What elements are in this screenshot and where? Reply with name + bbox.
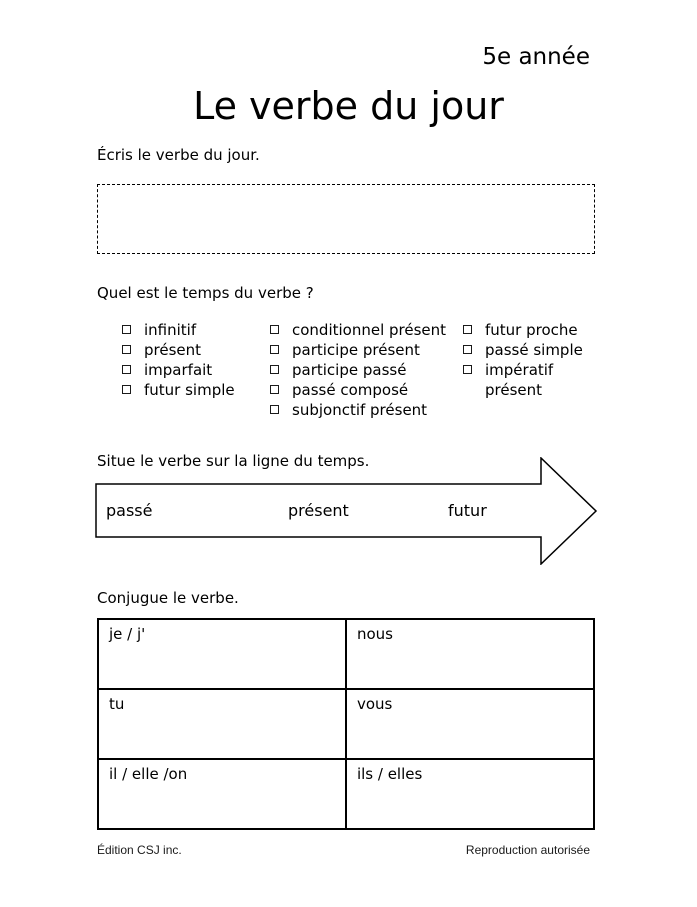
checkbox-icon[interactable] — [270, 365, 279, 374]
checkbox-icon[interactable] — [463, 365, 472, 374]
tense-option-imperatif-present — [463, 360, 598, 400]
tense-option-present — [122, 340, 257, 360]
tense-option-passe-simple — [463, 340, 598, 360]
pronoun-label: vous — [356, 695, 393, 713]
tense-option-label: passé simple — [485, 341, 583, 359]
conjugation-cell-tu[interactable] — [98, 689, 346, 759]
tense-option-futur-proche — [463, 320, 598, 340]
footer-publisher: Édition CSJ inc. — [97, 843, 182, 857]
conjugation-cell-ils-elles[interactable] — [346, 759, 594, 829]
conjugation-table — [97, 618, 595, 830]
verb-input-box[interactable] — [97, 184, 595, 254]
checkbox-icon[interactable] — [270, 405, 279, 414]
tense-option-label: subjonctif présent — [292, 401, 428, 419]
timeline-area[interactable] — [95, 457, 598, 565]
grade-label: 5e année — [482, 44, 590, 70]
conjugation-cell-vous[interactable] — [346, 689, 594, 759]
conjugation-cell-je[interactable] — [98, 619, 346, 689]
tense-option-subjonctif-present — [270, 400, 455, 420]
checkbox-icon[interactable] — [463, 345, 472, 354]
tense-option-passe-compose — [270, 380, 455, 400]
timeline-label: Situe le verbe sur la ligne du temps. — [97, 452, 370, 470]
tense-option-label: futur proche — [485, 321, 578, 339]
checkbox-icon[interactable] — [122, 385, 131, 394]
tense-column-3 — [463, 320, 598, 400]
conjugation-cell-nous[interactable] — [346, 619, 594, 689]
tense-option-imparfait — [122, 360, 257, 380]
tense-option-label: imparfait — [144, 361, 213, 379]
pronoun-label: il / elle /on — [109, 765, 188, 783]
tense-option-participe-passe — [270, 360, 455, 380]
table-row — [98, 759, 594, 829]
tense-option-label: présent — [144, 341, 202, 359]
timeline-marker-passe: passé — [106, 501, 153, 520]
write-verb-label: Écris le verbe du jour. — [97, 146, 260, 164]
tense-option-label: participe passé — [292, 361, 407, 379]
conjugate-label: Conjugue le verbe. — [97, 589, 239, 607]
page-title: Le verbe du jour — [193, 84, 504, 128]
checkbox-icon[interactable] — [122, 325, 131, 334]
tense-option-label: infinitif — [144, 321, 197, 339]
checkbox-icon[interactable] — [270, 325, 279, 334]
table-row — [98, 619, 594, 689]
pronoun-label: tu — [109, 695, 125, 713]
tense-option-label: impératif présent — [485, 361, 554, 399]
tense-option-conditionnel-present — [270, 320, 455, 340]
tense-column-1 — [122, 320, 257, 400]
pronoun-label: ils / elles — [356, 765, 423, 783]
tense-option-infinitif — [122, 320, 257, 340]
checkbox-icon[interactable] — [270, 345, 279, 354]
tense-column-2 — [270, 320, 455, 420]
pronoun-label: je / j' — [109, 625, 146, 643]
timeline-marker-present: présent — [288, 501, 349, 520]
tense-question-label: Quel est le temps du verbe ? — [97, 284, 314, 302]
checkbox-icon[interactable] — [463, 325, 472, 334]
checkbox-icon[interactable] — [270, 385, 279, 394]
conjugation-cell-il-elle-on[interactable] — [98, 759, 346, 829]
checkbox-icon[interactable] — [122, 365, 131, 374]
tense-option-label: passé composé — [292, 381, 409, 399]
timeline-marker-futur: futur — [448, 501, 487, 520]
pronoun-label: nous — [356, 625, 393, 643]
tense-option-futur-simple — [122, 380, 257, 400]
tense-option-participe-present — [270, 340, 455, 360]
tense-option-label: participe présent — [292, 341, 420, 359]
checkbox-icon[interactable] — [122, 345, 131, 354]
table-row — [98, 689, 594, 759]
footer-reproduction-notice: Reproduction autorisée — [465, 843, 590, 857]
tense-option-label: conditionnel présent — [292, 321, 447, 339]
tense-option-label: futur simple — [144, 381, 235, 399]
